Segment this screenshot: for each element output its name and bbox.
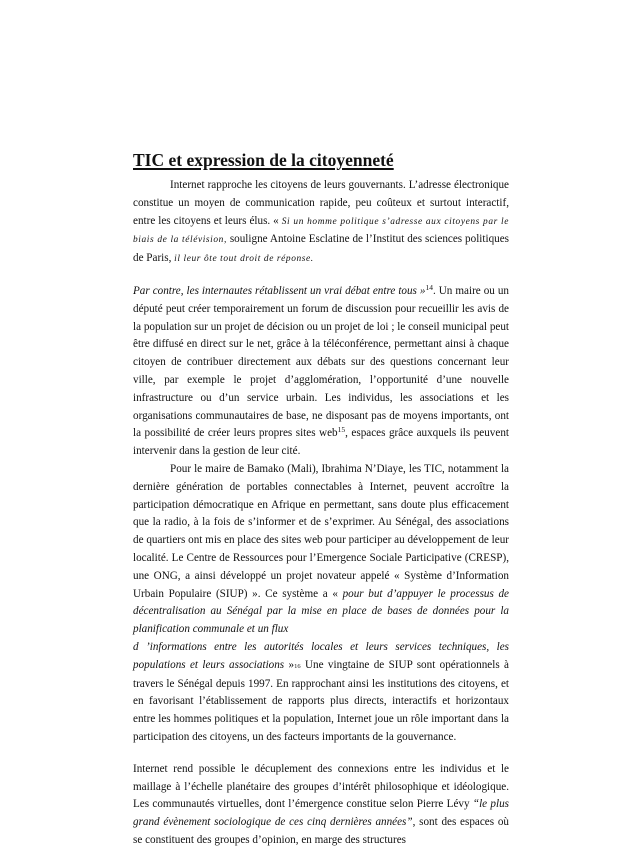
- paragraph-bamako: [133, 461, 509, 747]
- document-body: [133, 177, 509, 850]
- p2-text-2: , espaces grâce auxquels ils peuvent intervenir dans la gestion de leur cité.: [133, 427, 509, 458]
- paragraph-intro: [133, 177, 509, 269]
- p3-text-2: Une vingtaine de SIUP sont opérationnels à travers le Sénégal depuis 1997. En rapprochant ainsi les institutions des citoyens, et en favorisant l’établissement de rapports plus directs, interactifs et horizontaux entre les hommes politiques et la population, Internet joue un rôle important dans la participation des citoyens, un des facteurs importants de la gouvernance.: [133, 658, 509, 743]
- p2-text-1: . Un maire ou un député peut créer temporairement un forum de discussion pour recueillir les avis de la population sur un projet de décision ou un projet de loi ; le conseil municipal peut être diffusé en direct sur le net, grâce à la téléconférence, permettant ainsi à chaque citoyen de contribuer directement aux débats sur des questions concernant leur ville, par exemple le projet d’agglomération, l’opportunité d’une nouvelle infrastructure ou d’un service urbain. Les individus, les associations et les organisations communautaires de base, ne disposant pas de moyens importants, ont la possibilité de créer leurs propres sites web: [133, 284, 509, 440]
- p3-quote: pour but d’appuyer le processus de décentralisation au Sénégal par la mise en place de bases de données pour la planification communale et un flux: [133, 587, 509, 636]
- footnote-ref-16: 16: [294, 662, 301, 670]
- paragraph-connections: [133, 761, 509, 850]
- p1-quote-1: Si un homme politique s’adresse aux citoyens par le biais de la télévision,: [133, 216, 510, 246]
- p4-text-1: Internet rend possible le décuplement des connexions entre les individus et le maillage à l’échelle planétaire des groupes d’intérêt philosophique et idéologique. Les communautés virtuelles, dont l’émergence constitue selon Pierre Lévy: [133, 762, 509, 811]
- p1-text-1: Internet rapproche les citoyens de leurs gouvernants. L’adresse électronique constitue un moyen de communication rapide, peu coûteux et surtout interactif, entre les citoyens et leurs élus. «: [133, 179, 509, 227]
- p3-text-1: Pour le maire de Bamako (Mali), Ibrahima N’Diaye, les TIC, notamment la dernière génération de portables connectables à Internet, peuvent accroître la participation démocratique en Afrique en permettant, sans doute plus efficacement que la radio, à la fois de s’informer et de s’exprimer. Au Sénégal, des associations de quartiers ont mis en place des sites web pour participer au développement de leur localité. Le Centre de Ressources pour l’Emergence Sociale Participative (CRESP), une ONG, a ainsi développé un projet novateur appelé « Système d’Information Urbain Populaire (SIUP) ». Ce système a «: [133, 462, 509, 600]
- paragraph-debate: [133, 283, 509, 461]
- p3-quote-continued: d ’informations entre les autorités locales et leurs services techniques, les populations et leurs associations: [133, 640, 509, 671]
- footnote-ref-14: 14: [425, 282, 433, 292]
- p1-quote-2: il leur ôte tout droit de réponse.: [174, 254, 314, 265]
- p1-text-2: souligne Antoine Esclatine de l’Institut des sciences politiques de Paris,: [133, 233, 509, 265]
- p4-quote: “le plus grand évènement sociologique de ces cinq dernières années”: [133, 798, 509, 829]
- page-title: TIC et expression de la citoyenneté: [133, 150, 394, 170]
- p2-quote: Par contre, les internautes rétablissent un vrai débat entre tous »: [133, 284, 426, 297]
- p4-text-2: , sont des espaces où se constituent des groupes d’opinion, en marge des structures: [133, 816, 509, 846]
- p3-quote-close: »: [284, 658, 295, 671]
- footnote-ref-15: 15: [337, 425, 346, 435]
